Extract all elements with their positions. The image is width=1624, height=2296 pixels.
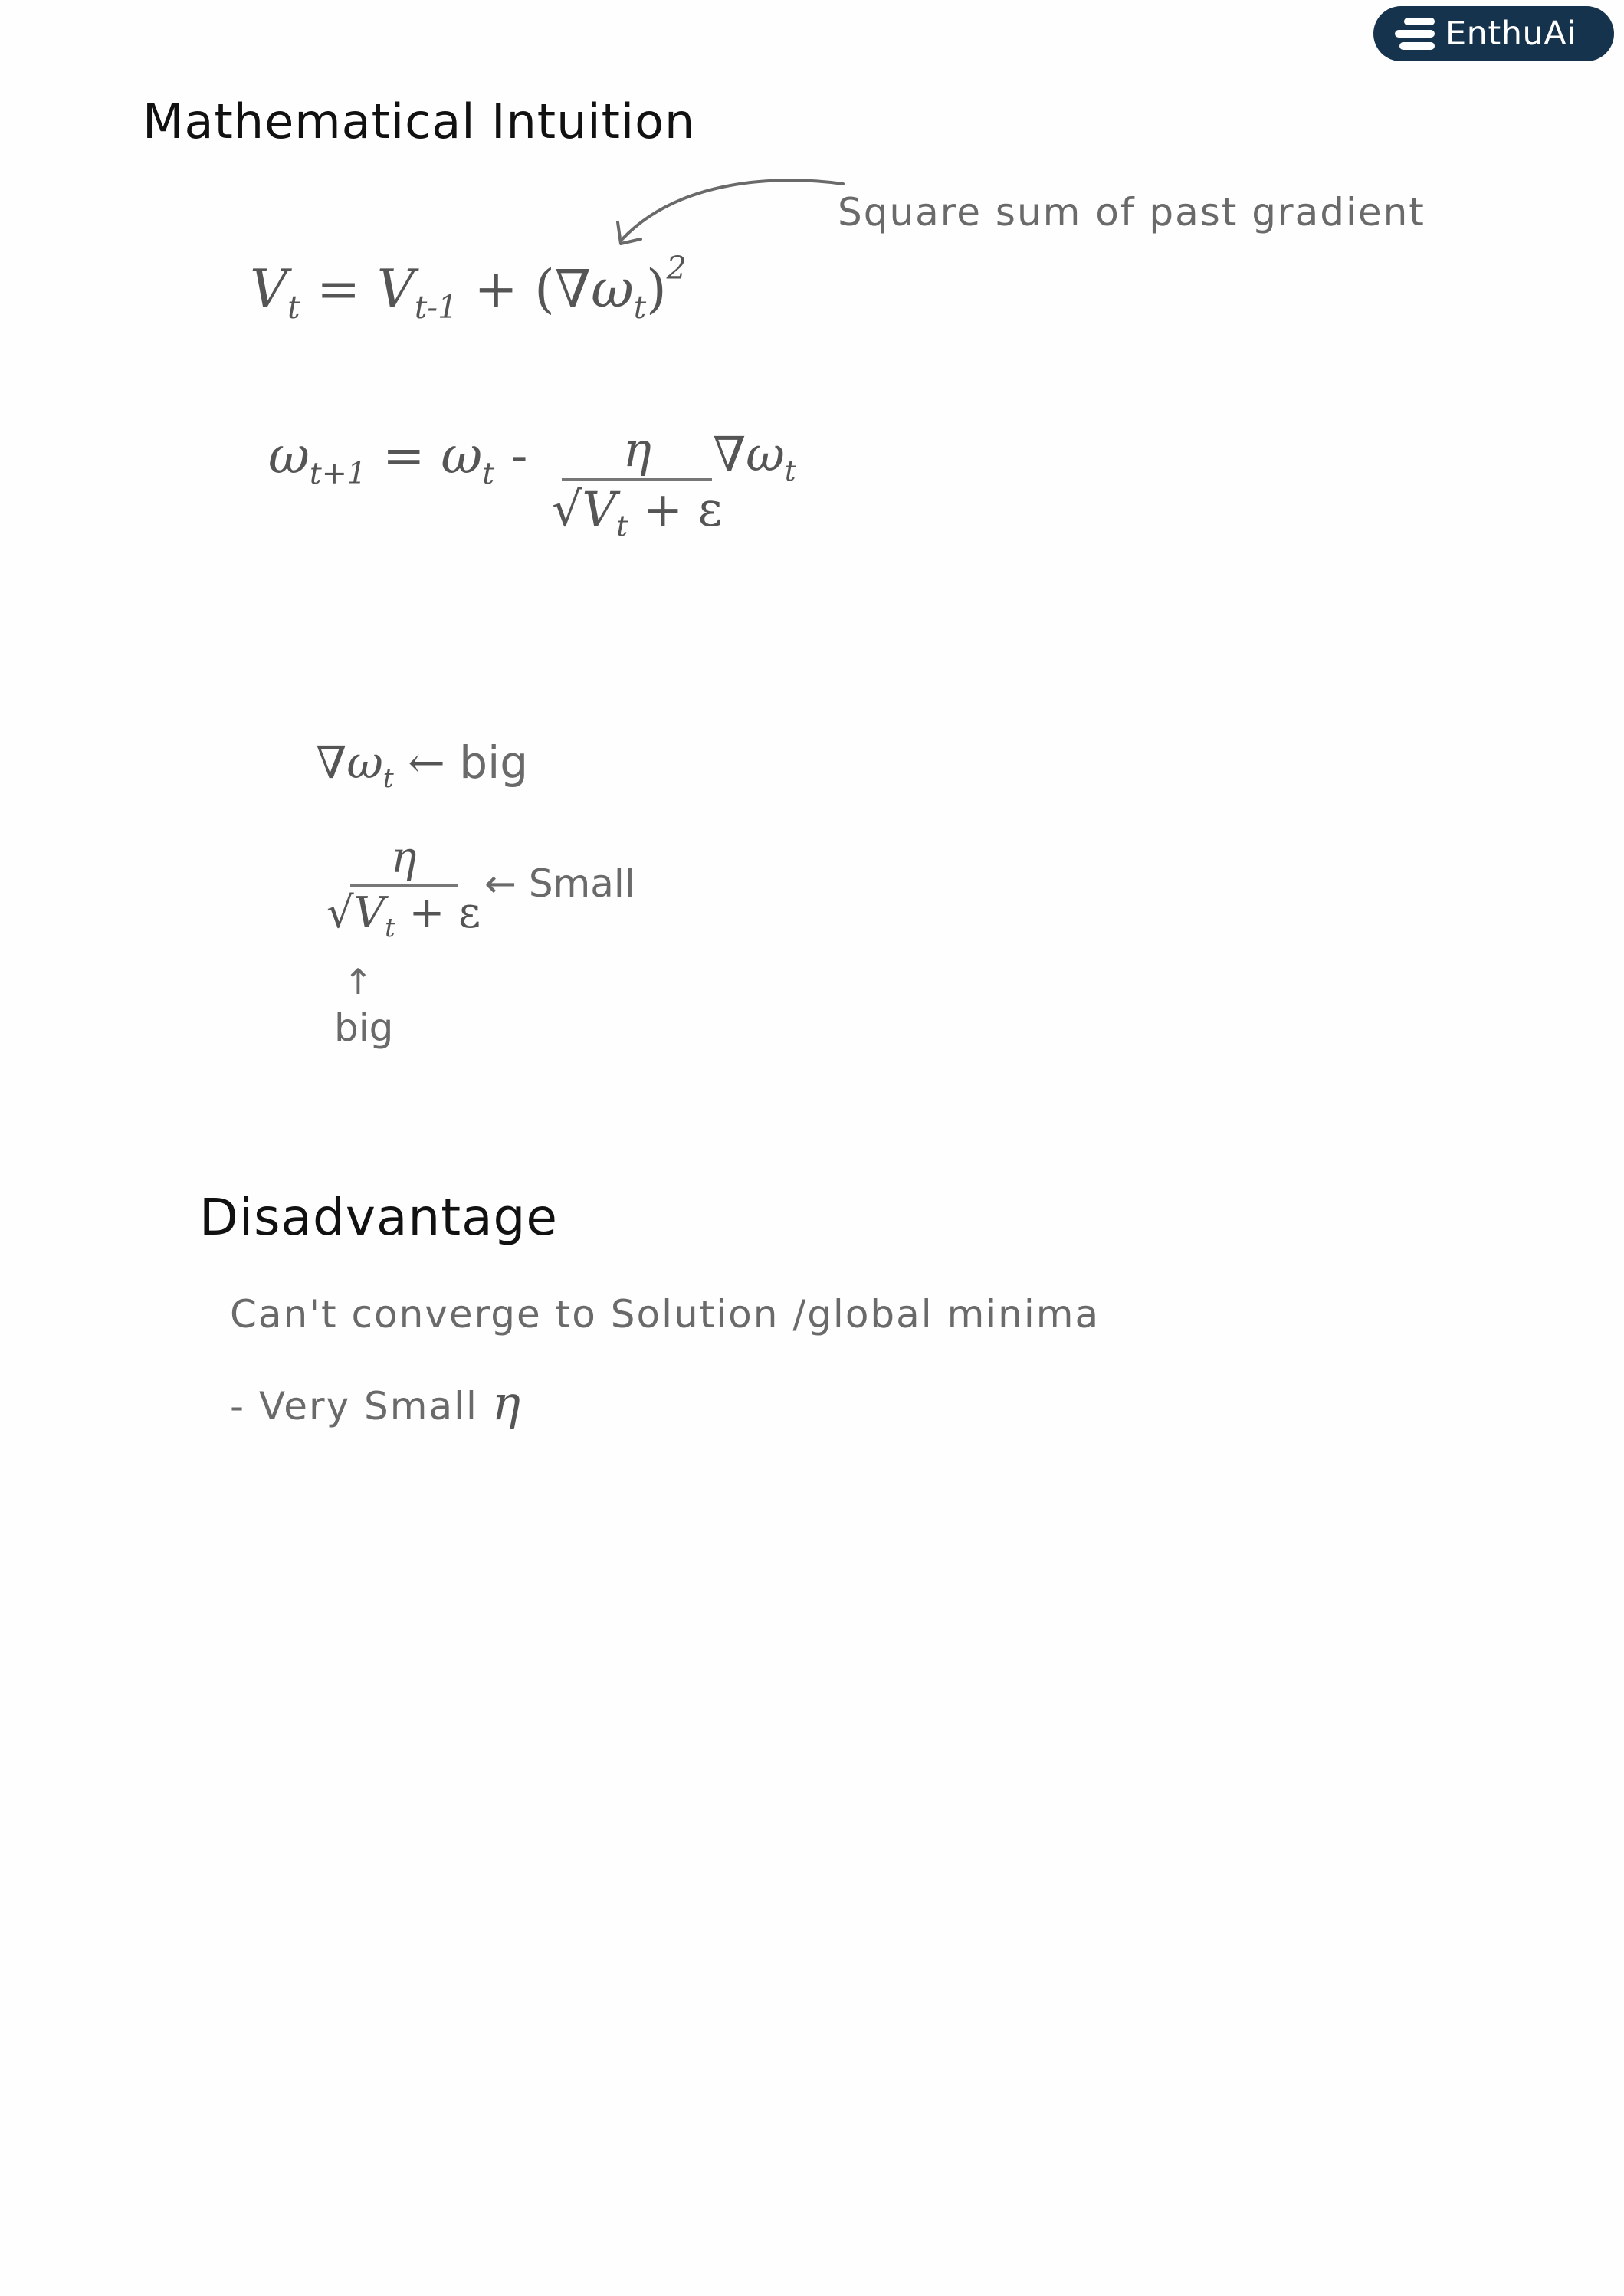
annotation-square-sum: Square sum of past gradient xyxy=(838,190,1426,235)
denominator-big-note: big xyxy=(334,1005,394,1050)
under-arrow: ↑ xyxy=(343,961,373,1002)
page-title: Mathematical Intuition xyxy=(143,93,696,149)
disadvantage-title: Disadvantage xyxy=(199,1188,559,1247)
disadvantage-line-1: Can't converge to Solution /global minima xyxy=(230,1292,1101,1337)
stacked-bars-icon xyxy=(1393,16,1438,51)
logo-brand-text: EnthuAi xyxy=(1445,15,1576,53)
equation-vt: $V_t = V_{t-1} + (\nabla\omega_t)^2$ xyxy=(250,250,687,326)
gradient-big-note: $\nabla\omega_t$ ← big xyxy=(316,736,529,795)
equation-weight-update-fraction: η $√V_t + \varepsilon$ xyxy=(552,421,723,543)
step-size-fraction: η $√V_t + \varepsilon$ xyxy=(326,833,481,943)
disadvantage-line-2: - Very Small η xyxy=(230,1375,522,1431)
equation-weight-update-gradient: $\nabla\omega_t$ xyxy=(713,426,796,488)
enthuai-logo xyxy=(1373,6,1614,61)
equation-weight-update-lhs: $\omega_{t+1} = \omega_t$ - xyxy=(268,426,528,491)
step-size-small-note: ← Small xyxy=(484,861,635,906)
